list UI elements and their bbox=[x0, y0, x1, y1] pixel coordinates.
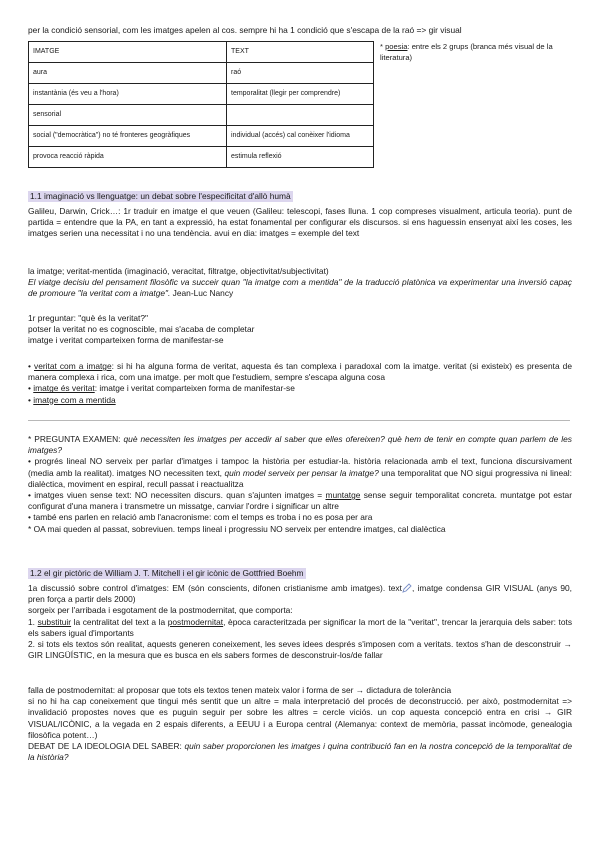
list-item: • veritat com a imatge: si hi ha alguna forma de veritat, aquesta és tan complexa i paradoxal com la imatge. veritat (si existeix) es presenta de manera complexa i rica, com una imatge. per molt que l'estudiem, sempre s'escapa alguna cosa bbox=[28, 361, 572, 383]
divider bbox=[28, 420, 570, 421]
numbered-item: 2. si tots els textos són realitat, aquests generen coneixement, les seves idees després s'imposen com a veritats. textos s'han de desconstruir → GIR LINGÜÍSTIC, en la mesura que es busca en els sabers formes de desconstruir-los/de fallar bbox=[28, 639, 572, 661]
section2-paragraph: sorgeix per l'arribada i esgotament de la postmodernitat, que comporta: bbox=[28, 605, 293, 616]
section1-line: la imatge; veritat-mentida (imaginació, veracitat, filtratge, objectivitat/subjectivitat) bbox=[28, 266, 329, 276]
list-item: • imatge és veritat: imatge i veritat comparteixen forma de manifestar-se bbox=[28, 383, 295, 394]
table-header-row bbox=[29, 42, 374, 63]
exam-question: * PREGUNTA EXAMEN: què necessiten les imatges per accedir al saber que elles ofereixen? què hem de tenir en compte quan parlem de les imatges? bbox=[28, 434, 572, 456]
section2-paragraph: si no hi ha cap coneixement que tingui més sentit que un altre = mala interpretació del procés de deconstrucció. per això, postmodernitat => invalidació propostes noves que es puguin seguir per sobre les altres = cercle viciós. un cop aquesta concepció entra en crisi → GIR VISUAL/ICÒNIC, a la vegada en 2 espais diferents, a EEUU i a Europa central (Alemanya: context de memòria, passat incòmode, genealogia filosòfica potent…) bbox=[28, 696, 572, 740]
exam-bullet: * OA mai queden al passat, sobreviuen. temps lineal i progressiu NO serveix per entendre imatges, cal dialèctica bbox=[28, 523, 446, 534]
table-header-imatge: IMATGE bbox=[29, 42, 227, 63]
exam-block bbox=[28, 434, 572, 535]
section1-veritat-block bbox=[28, 266, 572, 300]
table-cell: aura bbox=[29, 63, 227, 84]
pencil-icon bbox=[402, 583, 412, 593]
exam-bullet: • progrés lineal NO serveix per parlar d'imatges i tampoc la història per estudiar-la. història relacionada amb el text, funciona discursivament (media amb la realitat). imatges NO necessiten text, quin model serveix per pensar la imatge? una temporalitat que NO sigui progressiva ni lineal: dialèctica, moviment en espiral, recull passat i reactualitza bbox=[28, 456, 572, 489]
intro-line: per la condició sensorial, com les imatges apelen al cos. sempre hi ha 1 condició que s'escapa de la raó => gir visual bbox=[28, 25, 462, 35]
table-cell bbox=[227, 105, 374, 126]
table-header-text: TEXT bbox=[227, 42, 374, 63]
exam-bullet: • també ens parlen en relació amb l'anacronisme: com el temps es troba i no es posa per ara bbox=[28, 512, 373, 523]
list-item: • imatge com a mentida bbox=[28, 394, 116, 405]
section-heading-1-1: 1.1 imaginació vs llenguatge: un debat sobre l'especificitat d'allò humà bbox=[30, 191, 291, 201]
exam-bullet: • imatges viuen sense text: NO necessiten discurs. quan s'ajunten imatges = muntatge sense seguir temporalitat concreta. muntatge pot estar configurat d'una manera i transmetre un missatge, canviar l'ordre i significar un altre bbox=[28, 490, 572, 512]
table-cell: estimula reflexió bbox=[227, 147, 374, 168]
table-cell: provoca reacció ràpida bbox=[29, 147, 227, 168]
comparison-table bbox=[28, 41, 374, 168]
table-row bbox=[29, 126, 374, 147]
table-cell: instantània (és veu a l'hora) bbox=[29, 84, 227, 105]
table-cell: sensorial bbox=[29, 105, 227, 126]
section1-line: 1r preguntar: "què és la veritat?" bbox=[28, 313, 149, 323]
table-cell: individual (accés) cal conèixer l'idioma bbox=[227, 126, 374, 147]
table-row bbox=[29, 63, 374, 84]
table-cell: temporalitat (llegir per comprendre) bbox=[227, 84, 374, 105]
table-cell: social ("democràtica") no té fronteres geogràfiques bbox=[29, 126, 227, 147]
debate-question: DEBAT DE LA IDEOLOGIA DEL SABER: quin saber proporcionen les imatges i quina contribució fan en la nostra concepció de la temporalitat de la història? bbox=[28, 741, 573, 763]
table-row bbox=[29, 84, 374, 105]
side-note-term: poesia bbox=[385, 42, 408, 51]
numbered-item: 1. substituir la centralitat del text a la postmodernitat, època caracteritzada per significar la mort de la "veritat", trencar la jerarquia dels saber: tots els sabers igual d'importants bbox=[28, 616, 573, 638]
section1-line: potser la veritat no es cognoscible, mai s'acaba de completar bbox=[28, 324, 255, 335]
side-note: * poesia: entre els 2 grups (branca més visual de la literatura) bbox=[380, 42, 553, 62]
section1-paragraph: Galileu, Darwin, Crick…: 1r traduir en imatge el que veuen (Galileu: telescopi, fases lluna. 1 cop compreses visualment, articula teoria). punt de partida = entendre que la PA, en tant a expressió, ha estat fonamental per configurar els discursos. si ens haguessin ensenyat així les coses, les imatges serien una necessitat i no una tendència. avui en dia: imatges = exemple del text bbox=[28, 206, 572, 239]
section2-paragraph: falla de postmodernitat: al proposar que tots els textos tenen mateix valor i forma de ser → dictadura de tolerància bbox=[28, 685, 452, 695]
table-cell: raó bbox=[227, 63, 374, 84]
nancy-quote: El viatge decisiu del pensament filosòfic va succeir quan "la imatge com a mentida" de la traducció platònica va experimentar una inversió capaç de promoure "la veritat com a imatge". Jean-Luc Nancy bbox=[28, 277, 572, 299]
section2-block-a bbox=[28, 583, 572, 661]
section2-block-b bbox=[28, 685, 572, 763]
table-row bbox=[29, 147, 374, 168]
section1-line: imatge i veritat comparteixen forma de manifestar-se bbox=[28, 335, 224, 346]
section2-paragraph: 1a discussió sobre control d'imatges: EM (són conscients, difonen cristianisme amb imatges). text , imatge condensa GIR VISUAL (anys 90, pren força a partir dels 2000) bbox=[28, 583, 572, 605]
section-heading-1-2: 1.2 el gir pictòric de William J. T. Mitchell i el gir icònic de Gottfried Boehm bbox=[30, 568, 304, 578]
table-row bbox=[29, 105, 374, 126]
section1-bullets bbox=[28, 361, 572, 406]
section1-question-block bbox=[28, 313, 572, 347]
